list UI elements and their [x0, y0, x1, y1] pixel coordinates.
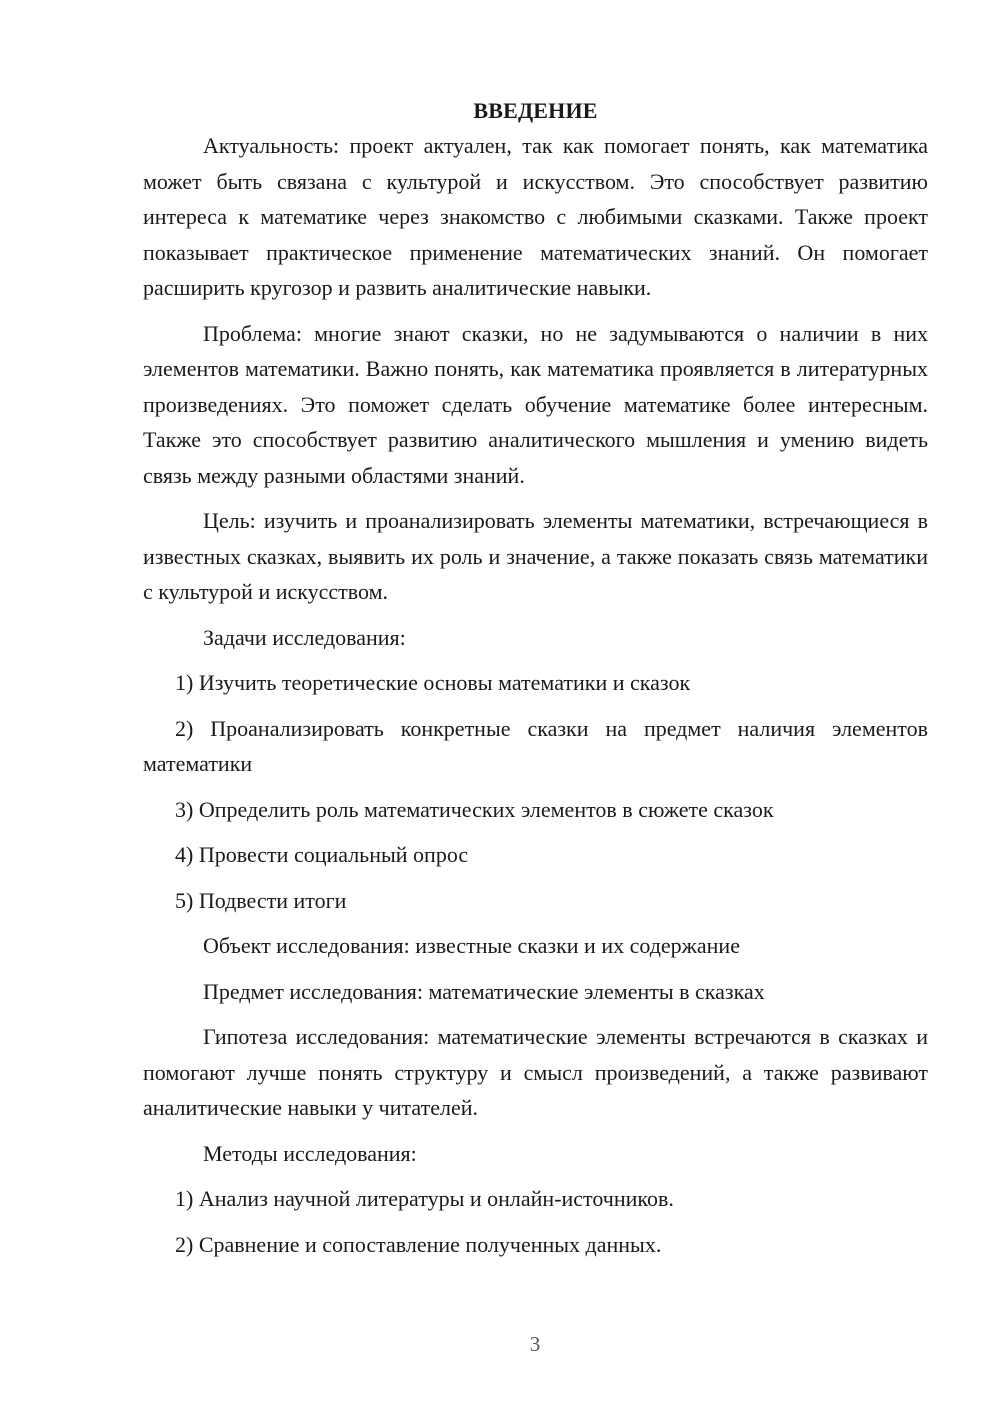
method-item-2: 2) Сравнение и сопоставление полученных данных. [175, 1231, 662, 1257]
section-heading: ВВЕДЕНИЕ [473, 98, 598, 123]
tasks-title: Задачи исследования: [203, 624, 406, 650]
methods-title: Методы исследования: [203, 1140, 417, 1166]
hypothesis-paragraph: Гипотеза исследования: математические элементы встречаются в сказках и помогают лучше понять структуру и смысл произведений, а также развивают аналитические навыки у читателей. [143, 1024, 928, 1120]
task-item-2: 2) Проанализировать конкретные сказки на предмет наличия элементов математики [143, 715, 928, 776]
page-number: 3 [529, 1332, 541, 1356]
problem-paragraph: Проблема: многие знают сказки, но не задумываются о наличии в них элементов математики. Важно понять, как математика проявляется в литературных произведениях. Это поможет сделать обучение математике более интересным. Также это способствует развитию аналитического мышления и умению видеть связь между разными областями знаний. [143, 320, 928, 488]
task-item-5: 5) Подвести итоги [175, 887, 347, 913]
subject-paragraph: Предмет исследования: математические элементы в сказках [203, 978, 765, 1004]
method-item-1: 1) Анализ научной литературы и онлайн-источников. [175, 1186, 674, 1211]
task-item-4: 4) Провести социальный опрос [175, 842, 469, 867]
object-paragraph: Объект исследования: известные сказки и их содержание [203, 933, 740, 958]
relevance-paragraph: Актуальность: проект актуален, так как помогает понять, как математика может быть связана с культурой и искусством. Это способствует развитию интереса к математике через знакомство с любимыми сказками. Также проект показывает практическое применение математических знаний. Он помогает расширить кругозор и развить аналитические навыки. [143, 133, 928, 300]
task-item-3: 3) Определить роль математических элементов в сюжете сказок [175, 796, 774, 822]
task-item-1: 1) Изучить теоретические основы математики и сказок [175, 670, 691, 695]
goal-paragraph: Цель: изучить и проанализировать элементы математики, встречающиеся в известных сказках, выявить их роль и значение, а также показать связь математики с культурой и искусством. [143, 508, 928, 604]
page-content [143, 93, 928, 1262]
